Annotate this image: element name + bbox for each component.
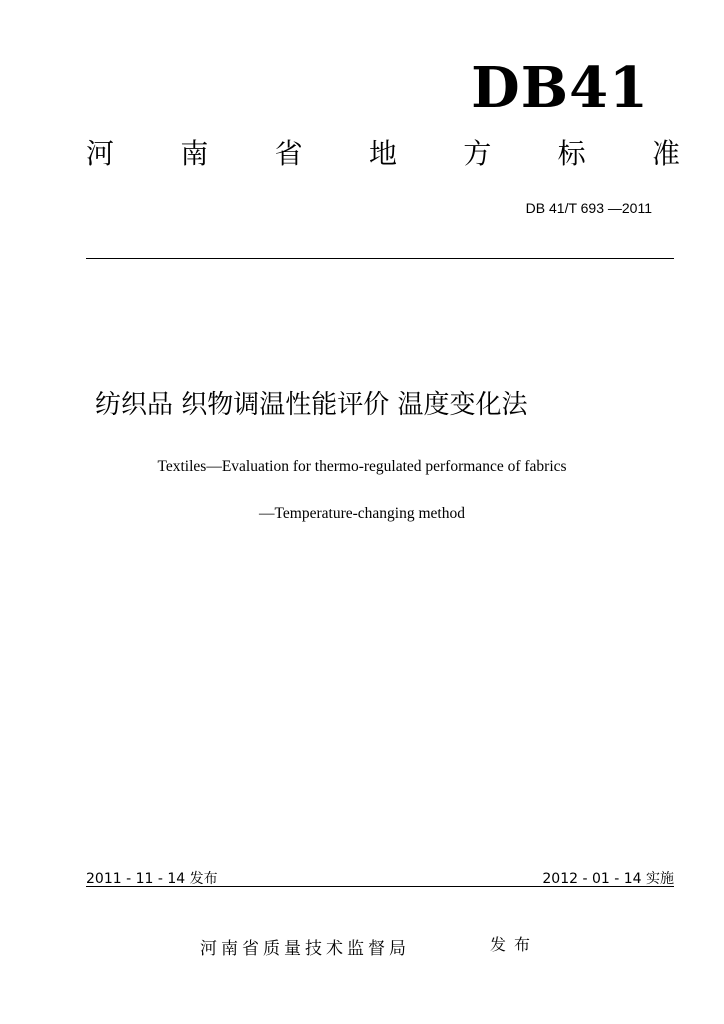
- english-title-line-1: Textiles—Evaluation for thermo-regulated performance of fabrics: [157, 458, 567, 475]
- standard-type-char: 地: [368, 137, 397, 170]
- implementation-date: 2012 - 01 - 14 实施: [542, 871, 674, 887]
- issue-date: 2011 - 11 - 14 发布: [86, 871, 218, 887]
- standard-type-char: 标: [557, 137, 586, 170]
- standard-number: DB 41/T 693 —2011: [525, 200, 652, 216]
- issuing-authority: 河南省质量技术监督局: [200, 939, 410, 959]
- standard-type-char: 省: [274, 137, 303, 170]
- top-divider: [86, 258, 674, 259]
- standard-type-char: 河: [86, 137, 115, 170]
- standard-type-char: 南: [180, 137, 209, 170]
- standard-type: [86, 137, 680, 170]
- publish-label: 发布: [490, 935, 539, 954]
- bottom-divider: [86, 886, 674, 887]
- standard-type-char: 方: [463, 137, 492, 170]
- standard-code: DB41: [471, 55, 649, 121]
- english-title-line-2: —Temperature-changing method: [259, 505, 465, 522]
- standard-type-char: 准: [651, 137, 680, 170]
- chinese-title: 纺织品 织物调温性能评价 温度变化法: [95, 390, 528, 420]
